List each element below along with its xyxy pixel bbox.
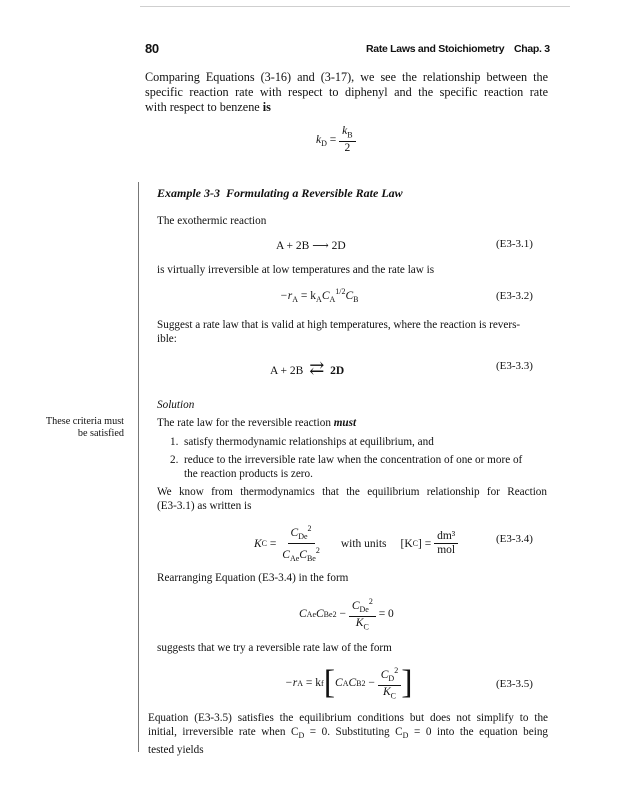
list-item: 1. satisfy thermodynamic relationships at equilibrium, and bbox=[170, 436, 434, 448]
equation-e331: A + 2B ⟶ 2D bbox=[276, 240, 346, 252]
equation-e334-tag: (E3-3.4) bbox=[496, 533, 533, 545]
example-heading bbox=[157, 186, 403, 201]
list-item: 2. reduce to the irreversible rate law when the concentration of one or more of the reaction products is zero. bbox=[170, 454, 523, 480]
rate-law-text: The rate law for the reversible reaction must bbox=[157, 417, 357, 429]
equation-e331-tag: (E3-3.1) bbox=[496, 238, 533, 250]
intro-paragraph bbox=[145, 70, 548, 115]
criteria-list bbox=[170, 435, 548, 481]
page-number: 80 bbox=[145, 41, 159, 56]
suggests-text: suggests that we try a reversible rate law of the form bbox=[157, 642, 392, 654]
irreversible-text: is virtually irreversible at low temperatures and the rate law is bbox=[157, 264, 435, 276]
equation-e335-tag: (E3-3.5) bbox=[496, 678, 533, 690]
rearranging-text: Rearranging Equation (E3-3.4) in the form bbox=[157, 572, 349, 584]
exothermic-text: The exothermic reaction bbox=[157, 215, 267, 227]
solution-label: Solution bbox=[157, 399, 195, 411]
equation-e334: K C = $\frac{C_{De}^2}{C_{Ae}C_{Be}^2}$ with units [K C ] = $\frac{\text{dm³}}{\text{mol}}$ bbox=[254, 522, 458, 565]
final-paragraph: Equation (E3-3.5) satisfies the equilibrium conditions but does not simplify to the initial, irreversible rate when $C_D = 0$. Substituting $C_D = 0$ into the equation being tested yields bbox=[148, 712, 549, 757]
margin-note: These criteria must be satisfied bbox=[45, 416, 124, 439]
example-label: Example 3-3 bbox=[157, 186, 220, 200]
right-bracket: ] bbox=[401, 664, 413, 702]
equation-e332-tag: (E3-3.2) bbox=[496, 290, 533, 302]
suggest-paragraph: Suggest a rate law that is valid at high temperatures, where the reaction is revers- ible: bbox=[157, 319, 521, 345]
equation-rearranged: C Ae C Be 2 − $\frac{C_{De}^2}{K_C}$ = 0 bbox=[299, 597, 394, 632]
intro-line-1: Comparing Equations (3-16) and (3-17), we see the relationship between the bbox=[145, 70, 548, 84]
equation-e333-tag: (E3-3.3) bbox=[496, 360, 533, 372]
chapter-title: Rate Laws and Stoichiometry bbox=[366, 43, 505, 55]
example-title: Formulating a Reversible Rate Law bbox=[226, 186, 403, 200]
example-sidebar-rule bbox=[138, 182, 139, 752]
equation-e332: $-r_A = k_AC_A^{1/2}C_B$ bbox=[280, 287, 359, 305]
equation-e335: −r A = k f [ C A C B 2 − $\frac{C_D^2}{K_C}$ ] bbox=[285, 664, 413, 702]
left-bracket: [ bbox=[323, 664, 336, 702]
intro-line-3: with respect to benzene is bbox=[145, 100, 271, 114]
top-rule bbox=[140, 6, 570, 7]
equation-e333: A + 2B ⇄ 2D bbox=[270, 358, 345, 378]
chapter-label: Chap. 3 bbox=[514, 43, 550, 55]
thermo-paragraph: We know from thermodynamics that the equilibrium relationship for Reaction (E3-3.1) as written is bbox=[157, 486, 547, 512]
equation-kd: $k_D$ = $\frac{k_B}{2}$ bbox=[316, 125, 356, 155]
intro-line-2: specific reaction rate with respect to diphenyl and the specific reaction rate bbox=[145, 85, 548, 99]
